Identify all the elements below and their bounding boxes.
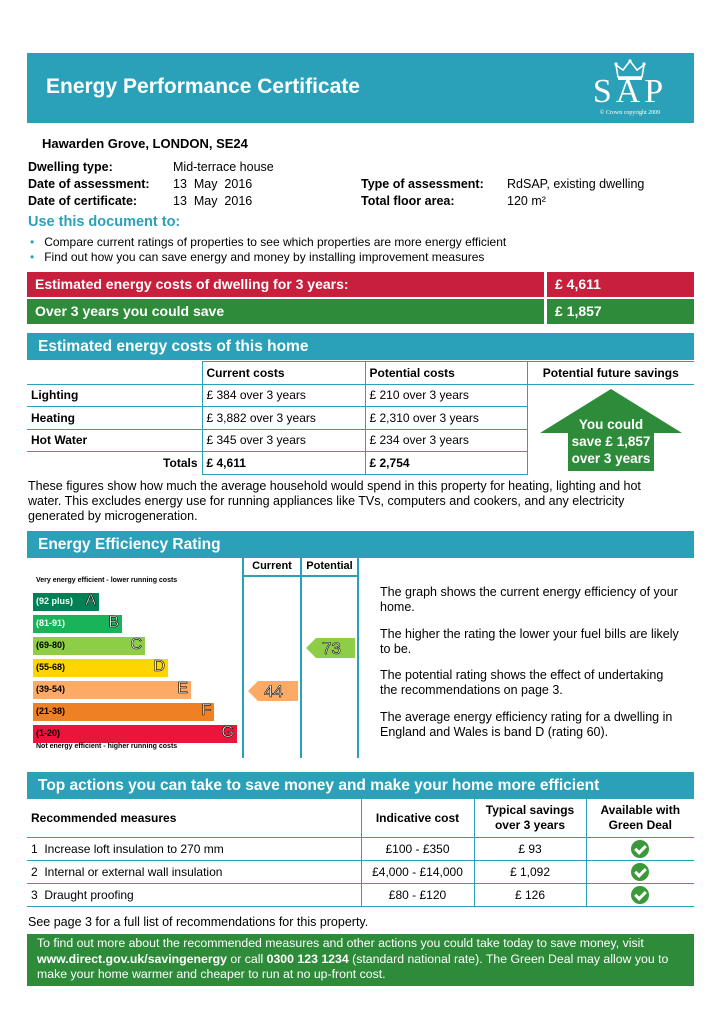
column-divider (357, 558, 359, 758)
explain-line: to be. (380, 642, 412, 656)
band-range: (39-54) (36, 684, 66, 694)
row-potential: £ 210 over 3 years (365, 384, 527, 407)
savings-cell: £ 126 (474, 883, 586, 906)
band-range: (69-80) (36, 640, 66, 650)
potential-rating-value: 73 (322, 639, 341, 658)
could-save-bar (27, 299, 694, 324)
check-icon (631, 886, 649, 904)
actions-section-title: Top actions you can take to save money and make your home more efficient (27, 772, 694, 799)
date-assessment-label: Date of assessment: (28, 177, 150, 191)
green-deal-cell (586, 837, 694, 860)
column-header-rule (242, 575, 359, 577)
footer-info-box (27, 934, 694, 986)
inefficient-label: Not energy efficient - higher running costs (36, 743, 178, 750)
footer-text: or call (226, 951, 267, 966)
cost-header: Indicative cost (361, 799, 474, 837)
savings-line: You could (578, 417, 644, 432)
band-d (33, 659, 168, 677)
note-line: water. This excludes energy use for running appliances like TVs, computers and cookers, and any electricity (28, 494, 625, 508)
property-address: Hawarden Grove, LONDON, SE24 (42, 136, 248, 151)
efficiency-chart (27, 558, 362, 760)
type-assessment-value: RdSAP, existing dwelling (507, 177, 645, 191)
band-range: (1-20) (36, 728, 61, 738)
green-deal-cell (586, 860, 694, 883)
efficiency-explanation (380, 668, 695, 698)
date-certificate-label: Date of certificate: (28, 194, 138, 208)
table-header-savings: Potential future savings (527, 362, 694, 385)
band-range: (21-38) (36, 706, 66, 716)
band-c (33, 637, 145, 655)
floor-area-label: Total floor area: (361, 194, 455, 208)
efficiency-section-title: Energy Efficiency Rating (27, 531, 694, 558)
footer-phone: 0300 123 1234 (266, 951, 349, 966)
explain-line: The higher the rating the lower your fuel bills are likely (380, 627, 679, 641)
explain-line: The potential rating shows the effect of undertaking (380, 668, 664, 682)
header-line: Typical savings (485, 802, 575, 817)
band-b (33, 615, 122, 633)
savings-cell: £ 93 (474, 837, 586, 860)
page-title: Energy Performance Certificate (46, 75, 360, 98)
explain-line: The graph shows the current energy efficiency of your (380, 585, 678, 599)
note-line: generated by microgeneration. (28, 509, 198, 523)
current-column-header: Current (252, 560, 292, 572)
footer-text: (standard national rate). The Green Deal may allow you to (348, 951, 669, 966)
table-row (27, 837, 694, 860)
savings-cell: £ 1,092 (474, 860, 586, 883)
explain-line: England and Wales is band D (rating 60). (380, 725, 609, 739)
table-header-empty (27, 362, 202, 385)
measure-cell: 2 Internal or external wall insulation (27, 860, 361, 883)
row-potential: £ 234 over 3 years (365, 429, 527, 452)
band-letter: E (177, 680, 188, 697)
efficiency-explanation (380, 627, 695, 657)
bullet-dot: • (30, 250, 35, 264)
band-letter: B (108, 614, 119, 631)
dwelling-type-value: Mid-terrace house (173, 160, 274, 174)
check-icon (631, 840, 649, 858)
floor-area-value: 120 m² (507, 194, 546, 208)
could-save-label: Over 3 years you could save (27, 299, 544, 324)
efficiency-explanation (380, 710, 695, 740)
green-deal-header (586, 799, 694, 837)
row-potential: £ 2,310 over 3 years (365, 407, 527, 430)
band-letter: A (85, 592, 96, 609)
savings-line: over 3 years (571, 451, 651, 466)
potential-column-header: Potential (306, 560, 353, 572)
table-row (27, 860, 694, 883)
column-divider (242, 558, 244, 758)
row-label: Heating (27, 407, 202, 430)
row-current: £ 3,882 over 3 years (202, 407, 365, 430)
row-current: £ 384 over 3 years (202, 384, 365, 407)
date-assessment-value: 13 May 2016 (173, 177, 253, 191)
header-line: Green Deal (608, 817, 672, 832)
footer-line: To find out more about the recommended measures and other actions you could take today to save money, visit (37, 936, 644, 950)
band-e (33, 681, 191, 699)
footer-line: make your home warmer and cheaper to run at no up-front cost. (37, 967, 386, 981)
use-bullet (30, 235, 506, 249)
totals-label: Totals (27, 452, 202, 475)
current-rating-arrow (248, 681, 298, 701)
current-rating-value: 44 (264, 682, 283, 701)
use-bullet (30, 250, 484, 264)
explain-line: The average energy efficiency rating for a dwelling in (380, 710, 673, 724)
costs-section-title: Estimated energy costs of this home (27, 333, 694, 360)
band-letter: G (221, 724, 234, 741)
actions-table (27, 799, 694, 907)
band-letter: F (201, 702, 211, 719)
explain-line: home. (380, 600, 415, 614)
cost-cell: £80 - £120 (361, 883, 474, 906)
date-certificate-value: 13 May 2016 (173, 194, 253, 208)
footer-link[interactable]: www.direct.gov.uk/savingenergy (37, 951, 227, 966)
row-label: Lighting (27, 384, 202, 407)
savings-callout (540, 416, 682, 467)
header-line: Available with (600, 802, 681, 817)
table-row (27, 883, 694, 906)
band-f (33, 703, 214, 721)
column-divider (300, 558, 302, 758)
savings-line: save £ 1,857 (571, 434, 651, 449)
band-range: (81-91) (36, 618, 66, 628)
efficiency-explanation (380, 585, 695, 615)
table-header-potential: Potential costs (365, 362, 527, 385)
footer-line (37, 952, 684, 968)
band-letter: D (153, 658, 165, 675)
cost-cell: £100 - £350 (361, 837, 474, 860)
estimated-cost-bar (27, 272, 694, 297)
recommendations-note: See page 3 for a full list of recommendations for this property. (28, 915, 369, 929)
efficient-label: Very energy efficient - lower running costs (36, 577, 178, 584)
check-icon (631, 863, 649, 881)
bullet-text: Compare current ratings of properties to see which properties are more energy efficient (44, 235, 507, 249)
measure-cell: 1 Increase loft insulation to 270 mm (27, 837, 361, 860)
dwelling-type-label: Dwelling type: (28, 160, 113, 174)
estimated-cost-value: £ 4,611 (547, 272, 694, 297)
potential-rating-arrow (306, 638, 355, 658)
bullet-text: Find out how you can save energy and money by installing improvement measures (44, 250, 485, 264)
totals-current: £ 4,611 (202, 452, 365, 475)
could-save-value: £ 1,857 (547, 299, 694, 324)
row-current: £ 345 over 3 years (202, 429, 365, 452)
band-range: (92 plus) (36, 596, 74, 606)
sap-logo-text: SAP (592, 73, 668, 110)
cost-cell: £4,000 - £14,000 (361, 860, 474, 883)
costs-note (28, 479, 641, 524)
table-header-row (27, 362, 694, 385)
certificate-header (27, 53, 694, 123)
table-header-row (27, 799, 694, 837)
header-line: over 3 years (494, 817, 566, 832)
use-document-title: Use this document to: (28, 214, 181, 230)
band-letter: C (130, 636, 142, 653)
type-assessment-label: Type of assessment: (361, 177, 484, 191)
band-a (33, 593, 99, 611)
band-g (33, 725, 237, 743)
measures-header: Recommended measures (27, 799, 361, 837)
explain-line: the recommendations on page 3. (380, 683, 563, 697)
row-label: Hot Water (27, 429, 202, 452)
estimated-cost-label: Estimated energy costs of dwelling for 3 years: (27, 272, 544, 297)
totals-potential: £ 2,754 (365, 452, 527, 475)
bullet-dot: • (30, 235, 35, 249)
savings-header (474, 799, 586, 837)
sap-logo (584, 57, 676, 119)
table-header-current: Current costs (202, 362, 365, 385)
crown-copyright: © Crown copyright 2009 (599, 110, 661, 116)
green-deal-cell (586, 883, 694, 906)
note-line: These figures show how much the average household would spend in this property for heating, lighting and hot (28, 479, 641, 493)
band-range: (55-68) (36, 662, 66, 672)
measure-cell: 3 Draught proofing (27, 883, 361, 906)
